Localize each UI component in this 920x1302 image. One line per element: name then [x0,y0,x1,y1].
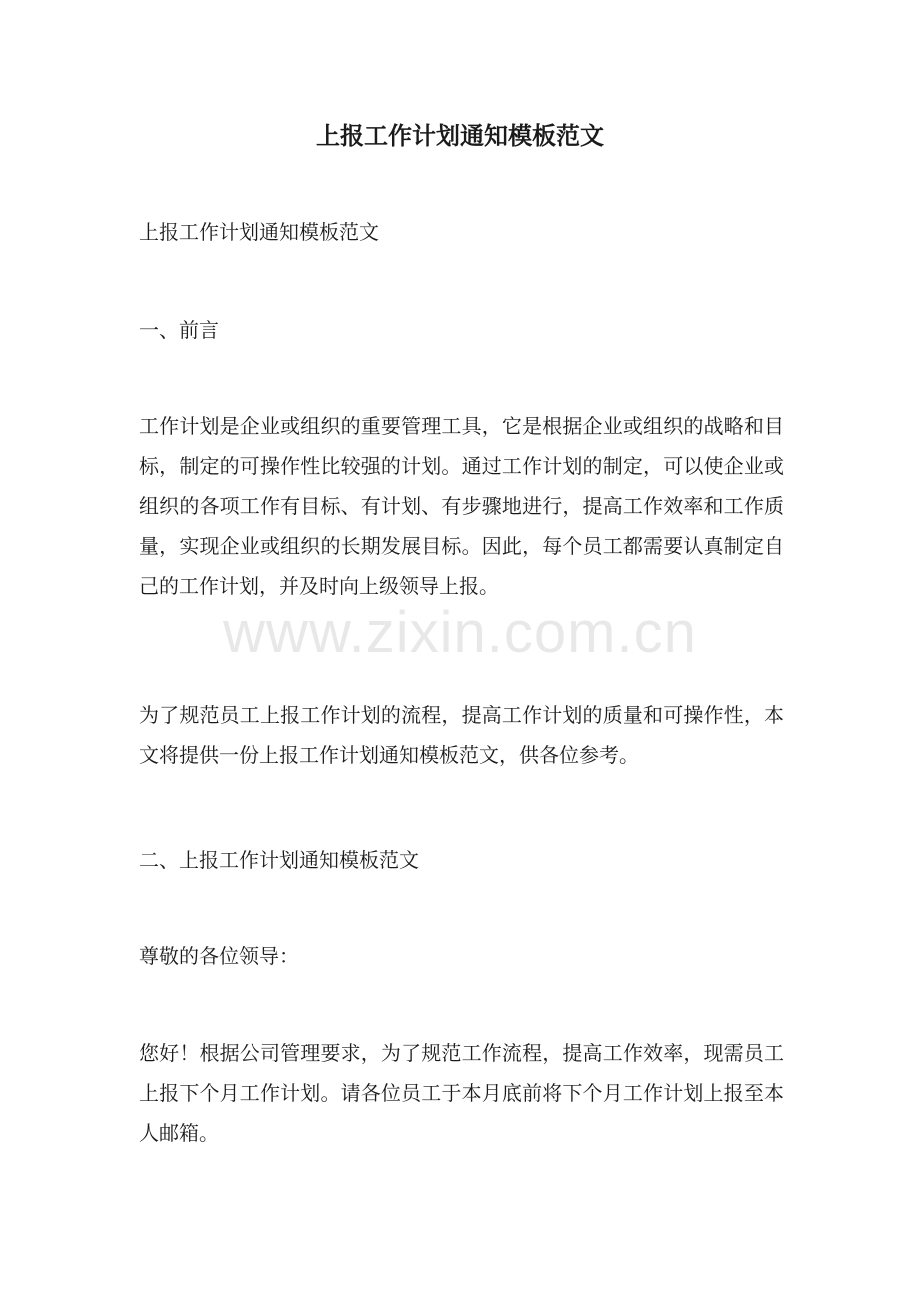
section-1-heading: 一、前言 [139,318,219,342]
document-title: 上报工作计划通知模板范文 [316,121,604,150]
section-1-paragraph-2: 为了规范员工上报工作计划的流程，提高工作计划的质量和可操作性，本文将提供一份上报工作计划通知模板范文，供各位参考。 [139,703,784,767]
watermark: www.zixin.com.cn [223,600,697,665]
greeting-line: 尊敬的各位领导： [139,944,299,968]
notice-body-paragraph: 您好！根据公司管理要求，为了规范工作流程，提高工作效率，现需员工上报下个月工作计划。请各位员工于本月底前将下个月工作计划上报至本人邮箱。 [139,1041,784,1145]
section-2-heading: 二、上报工作计划通知模板范文 [139,848,419,872]
document-subtitle: 上报工作计划通知模板范文 [139,220,379,244]
section-1-paragraph-1: 工作计划是企业或组织的重要管理工具，它是根据企业或组织的战略和目标，制定的可操作性比较强的计划。通过工作计划的制定，可以使企业或组织的各项工作有目标、有计划、有步骤地进行，提高工作效率和工作质量，实现企业或组织的长期发展目标。因此，每个员工都需要认真制定自己的工作计划，并及时向上级领导上报。 [139,414,784,598]
